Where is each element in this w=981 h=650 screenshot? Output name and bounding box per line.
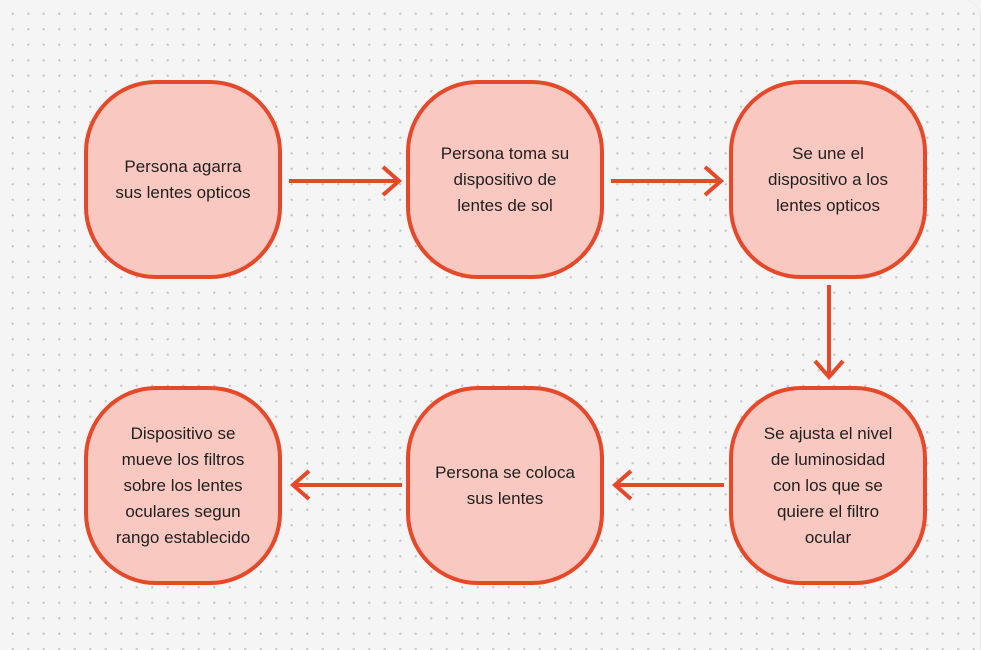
- arrow-n4-n5[interactable]: [615, 471, 724, 499]
- flow-node-3-label: Se une el dispositivo a los lentes opticos: [767, 143, 888, 215]
- flow-node-4[interactable]: [729, 386, 927, 585]
- flow-node-4-label: Se ajusta el nivel de luminosidad con los que se quiere el filtro ocular: [763, 423, 893, 547]
- flow-node-5-label: Persona se coloca sus lentes: [435, 462, 575, 508]
- flow-node-5[interactable]: [406, 386, 604, 585]
- flow-node-2[interactable]: [406, 80, 604, 279]
- arrow-n2-n3[interactable]: [611, 167, 721, 195]
- flow-node-2-label: Persona toma su dispositivo de lentes de sol: [440, 143, 570, 215]
- arrow-n5-n6[interactable]: [293, 471, 402, 499]
- flow-node-1[interactable]: [84, 80, 282, 279]
- arrow-n3-n4[interactable]: [815, 285, 843, 377]
- arrow-n1-n2[interactable]: [289, 167, 399, 195]
- flow-node-1-label: Persona agarra sus lentes opticos: [115, 156, 251, 202]
- flow-node-6-label: Dispositivo se mueve los filtros sobre los lentes oculares segun rango establecido: [115, 423, 251, 547]
- flow-node-6[interactable]: [84, 386, 282, 585]
- flow-node-3[interactable]: [729, 80, 927, 279]
